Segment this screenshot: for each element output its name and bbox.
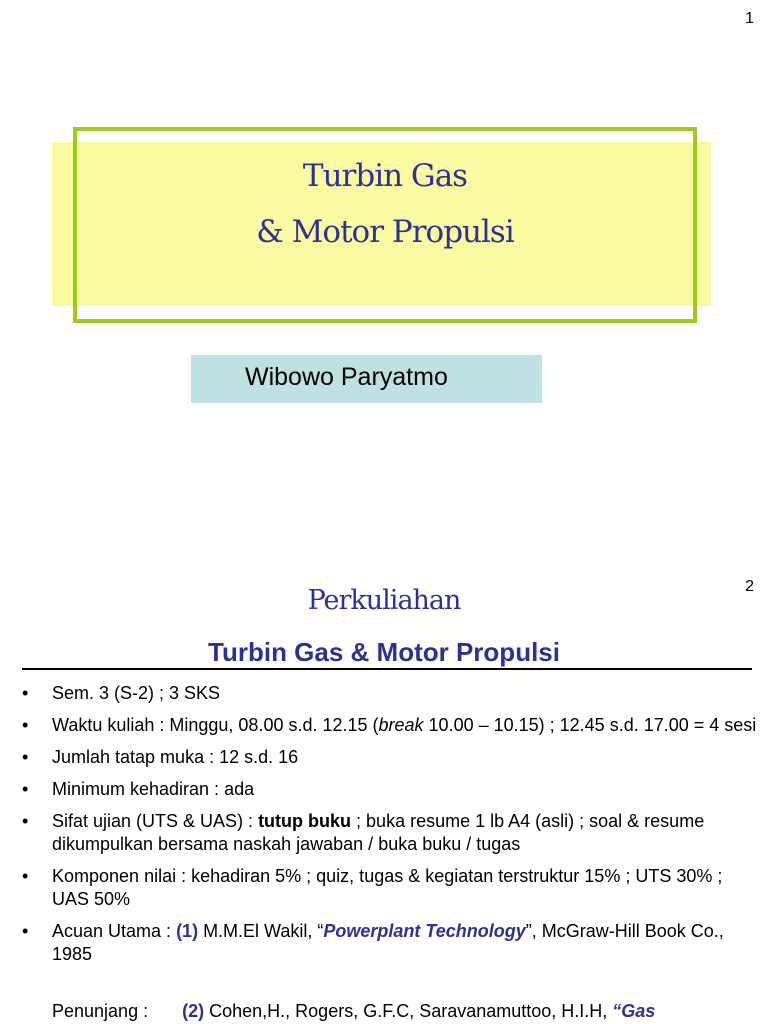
title-line-1: Turbin Gas [302,158,468,194]
title-line-2: & Motor Propulsi [256,214,514,250]
list-item: • Sem. 3 (S-2) ; 3 SKS [22,683,221,703]
divider [22,668,752,670]
slide-title [73,148,697,260]
author-box [191,355,542,403]
list-item: • Waktu kuliah : Minggu, 08.00 s.d. 12.15 (break 10.00 – 10.15) ; 12.45 s.d. 17.00 = 4 sesi [22,715,757,735]
list-item: • Acuan Utama : (1) M.M.El Wakil, “Powerplant Technology”, McGraw-Hill Book Co., 1985 [22,921,724,964]
list-item: • Jumlah tatap muka : 12 s.d. 16 [22,747,299,767]
author-name: Wibowo Paryatmo [245,363,448,391]
page-number-1: 1 [745,10,754,27]
list-item: • Komponen nilai : kehadiran 5% ; quiz, tugas & kegiatan terstruktur 15% ; UTS 30% ; UAS 50% [22,866,723,909]
bullet-list [22,682,757,975]
page-number-2: 2 [745,578,754,595]
slide2-subheading: Turbin Gas & Motor Propulsi [208,637,560,667]
list-item: • Minimum kehadiran : ada [22,779,255,799]
list-item: • Sifat ujian (UTS & UAS) : tutup buku ; buka resume 1 lb A4 (asli) ; soal & resume dikumpulkan bersama naskah jawaban / buka buku / tugas [22,811,705,854]
slide2-heading: Perkuliahan [307,585,461,616]
supporting-reference: Penunjang : (2) Cohen,H., Rogers, G.F.C, Saravanamuttoo, H.I.H, “Gas [52,1001,656,1021]
